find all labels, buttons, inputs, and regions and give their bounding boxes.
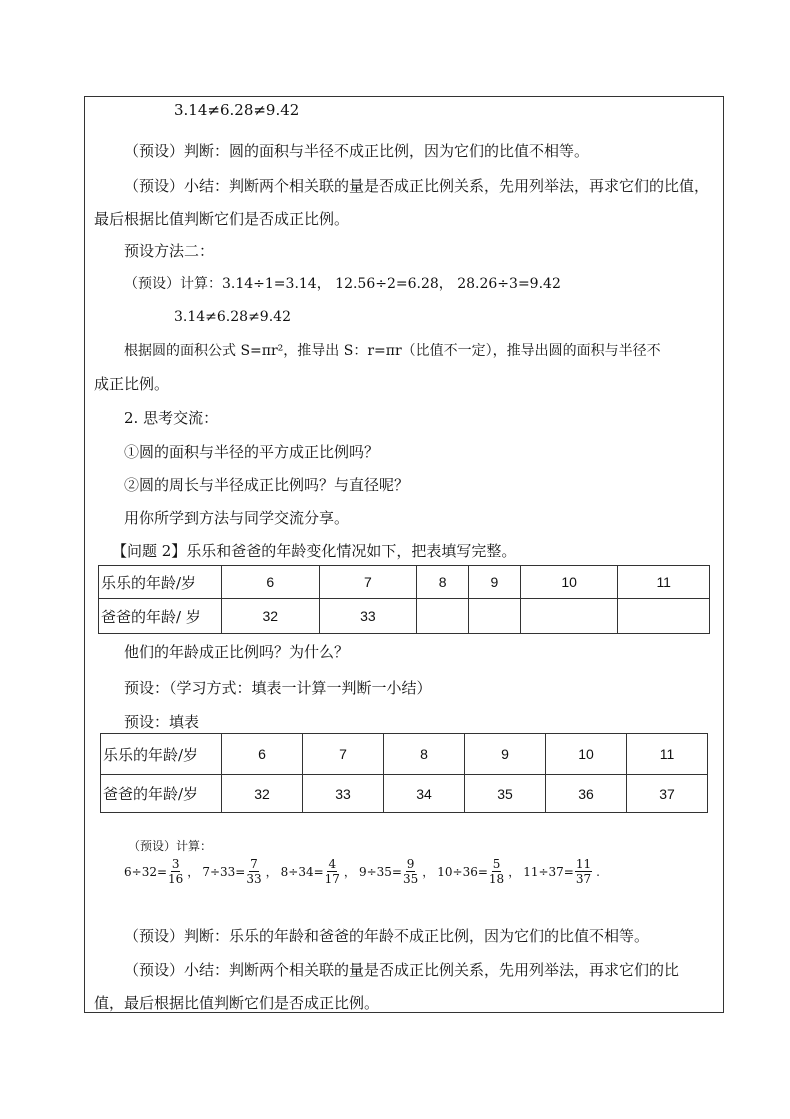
judgement-2: （预设）判断：乐乐的年龄和爸爸的年龄不成正比例，因为它们的比值不相等。 (124, 927, 650, 945)
calc-item: 8÷34= (280, 864, 324, 879)
table2-cell: 32 (222, 775, 303, 813)
table2-cell: 11 (627, 734, 708, 775)
calc-item: 9÷35= (358, 864, 402, 879)
question-a: ①圆的面积与半径的平方成正比例吗？ (124, 443, 380, 461)
table2-cell: 10 (546, 734, 627, 775)
table1-row2-label: 爸爸的年龄/ 岁 (99, 599, 222, 634)
table2-cell: 35 (465, 775, 546, 813)
fraction: $\frac{5}{18}$ (488, 857, 505, 886)
summary-2-line-2: 值，最后根据比值判断它们是否成正比例。 (94, 994, 380, 1012)
table1-cell (520, 599, 618, 634)
table1-cell (469, 599, 521, 634)
table1-cell: 10 (520, 566, 618, 599)
calc-item: 11÷37= (523, 864, 574, 879)
table2-cell: 9 (465, 734, 546, 775)
fraction: $\frac{4}{17}$ (324, 857, 340, 886)
table2-cell: 37 (627, 775, 708, 813)
summary-1-line-1: （预设）小结：判断两个相关联的量是否成正比例关系，先用列举法，再求它们的比值， (124, 177, 710, 195)
table1-cell (417, 599, 469, 634)
age-table-blank (98, 565, 710, 634)
formula-line-1: 根据圆的面积公式 S=πr²，推导出 S：r=πr（比值不一定），推导出圆的面积与半径不 (124, 343, 661, 359)
summary-1-line-2: 最后根据比值判断它们是否成正比例。 (94, 210, 350, 228)
table2-cell: 8 (384, 734, 465, 775)
question-b: ②圆的周长与半径成正比例吗？与直径呢？ (124, 476, 410, 494)
calc-heading: （预设）计算： (128, 839, 213, 853)
table1-cell: 9 (469, 566, 521, 599)
fraction: $\frac{3}{16}$ (168, 857, 184, 886)
problem-2-title: 【问题 2】乐乐和爸爸的年龄变化情况如下，把表填写完整。 (112, 542, 517, 560)
table1-cell: 33 (319, 599, 417, 634)
table1-cell: 7 (319, 566, 417, 599)
table2-cell: 34 (384, 775, 465, 813)
inequality-line-2: 3.14≠6.28≠9.42 (174, 309, 291, 325)
method-two-heading: 预设方法二： (124, 242, 215, 260)
calc-item: 10÷36= (437, 864, 488, 879)
discussion-heading: 2. 思考交流： (124, 409, 219, 427)
fill-table-heading: 预设：填表 (124, 713, 200, 731)
calc-item: 7÷33= (202, 864, 246, 879)
learning-method: 预设：（学习方式：填表一计算一判断一小结） (124, 679, 432, 697)
calc-item: 6÷32= (124, 864, 168, 879)
table1-row1-label: 乐乐的年龄/岁 (99, 566, 222, 599)
fraction: $\frac{9}{35}$ (402, 857, 419, 886)
table2-cell: 7 (303, 734, 384, 775)
table2-cell: 36 (546, 775, 627, 813)
formula-line-2: 成正比例。 (94, 375, 170, 393)
calculation-1: （预设）计算：3.14÷1=3.14， 12.56÷2=6.28， 28.26÷3=9.42 (124, 276, 561, 292)
table1-cell: 6 (222, 566, 320, 599)
table1-cell: 8 (417, 566, 469, 599)
table2-cell: 6 (222, 734, 303, 775)
summary-2-line-1: （预设）小结：判断两个相关联的量是否成正比例关系，先用列举法，再求它们的比 (124, 961, 680, 979)
table1-cell: 32 (222, 599, 320, 634)
fraction: $\frac{11}{37}$ (575, 857, 592, 886)
share-instruction: 用你所学到方法与同学交流分享。 (124, 509, 350, 527)
fraction: $\frac{7}{33}$ (246, 857, 262, 886)
table2-row2-label: 爸爸的年龄/岁 (101, 775, 222, 813)
question-proportion: 他们的年龄成正比例吗？为什么？ (124, 643, 350, 661)
table1-cell: 11 (618, 566, 710, 599)
table2-cell: 33 (303, 775, 384, 813)
table2-row1-label: 乐乐的年龄/岁 (101, 734, 222, 775)
judgement-1: （预设）判断：圆的面积与半径不成正比例，因为它们的比值不相等。 (124, 142, 590, 160)
inequality-line-1: 3.14≠6.28≠9.42 (174, 101, 300, 119)
age-table-filled (100, 733, 708, 813)
table1-cell (618, 599, 710, 634)
ratio-calculation: 6÷32= $\frac{3}{16}$ ， 7÷33= $\frac{7}{33}$ ， 8÷34= $\frac{4}{17}$ ， 9÷35= $\frac{9}{35}$ ， 10÷36= $\frac{5}{18}$ ， 11÷37= $\frac{11}{37}$ . (124, 857, 600, 886)
